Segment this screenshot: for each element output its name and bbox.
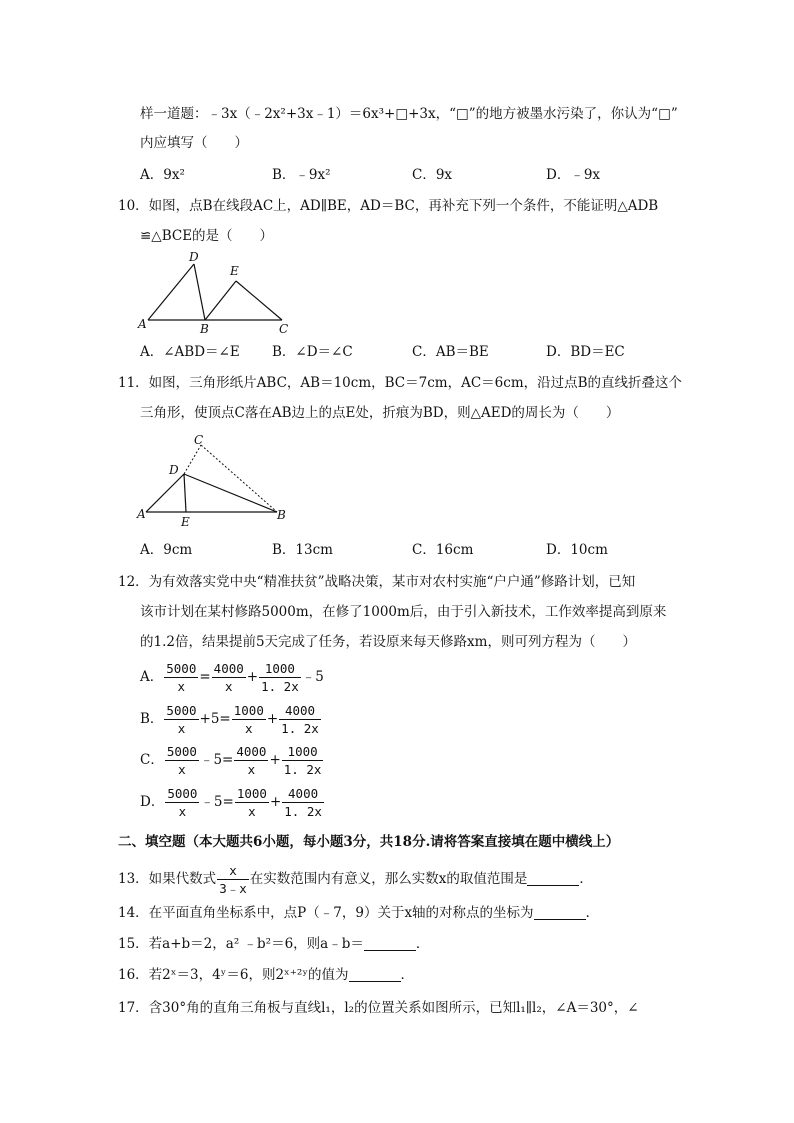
fraction	[282, 743, 324, 778]
denominator: x	[177, 679, 186, 694]
fraction	[164, 660, 198, 695]
q13-text-pre: 13．如果代数式	[118, 871, 217, 887]
q10-label-a: A	[138, 317, 147, 331]
q11-line2: 三角形，使顶点C落在AB边上的点E处，折痕为BD，则△AED的周长为（ ）	[140, 405, 620, 421]
q11-option-c: C．16cm	[412, 542, 474, 558]
q11-label-b: B	[277, 508, 286, 522]
q12-option-b	[140, 702, 322, 737]
fraction	[282, 785, 324, 820]
q9-option-b: B．﹣9x²	[272, 167, 331, 183]
numerator: x	[217, 862, 249, 880]
q15-end: ．	[415, 936, 430, 952]
numerator: 4000	[213, 661, 244, 676]
denominator: 1. 2x	[284, 804, 322, 819]
q14-text: 14．在平面直角坐标系中，点P（﹣7，9）关于x轴的对称点的坐标为	[118, 905, 534, 921]
denominator: 1. 2x	[261, 679, 299, 694]
q12-line2: 该市计划在某村修路5000m，在修了1000m后，由于引入新技术，工作效率提高到原来	[140, 604, 667, 620]
denominator: x	[178, 762, 186, 777]
numerator: 5000	[167, 786, 198, 801]
operator: +5=	[199, 711, 231, 727]
q10-line1: 10．如图，点B在线段AC上，AD∥BE，AD＝BC，再补充下列一个条件，不能证明△ADB	[118, 198, 659, 214]
answer-blank[interactable]	[534, 905, 586, 920]
q11-option-b: B．13cm	[272, 542, 333, 558]
option-label: A．	[140, 669, 164, 685]
option-label: D．	[140, 794, 165, 810]
q14-end: ．	[585, 905, 600, 921]
q11-option-a: A．9cm	[140, 542, 193, 558]
numerator: 1000	[236, 786, 267, 801]
q17-line1: 17．含30°角的直角三角板与直线l₁，l₂的位置关系如图所示，已知l₁∥l₂，∠A＝30°，∠	[118, 1000, 639, 1016]
denominator: 1. 2x	[283, 762, 322, 777]
denominator: 1. 2x	[281, 721, 319, 736]
q13-fraction	[217, 862, 249, 897]
operator: +	[246, 669, 259, 685]
numerator: 4000	[282, 785, 324, 803]
q15	[118, 934, 429, 954]
fraction	[165, 743, 199, 778]
q10-label-c: C	[279, 322, 289, 336]
q15-text: 15．若a+b＝2，a² ﹣b²＝6，则a﹣b＝	[118, 936, 364, 952]
numerator: 4000	[236, 744, 267, 759]
q10-figure	[134, 248, 304, 336]
operator: +	[269, 794, 282, 810]
q12-option-d	[140, 785, 325, 820]
fraction	[165, 785, 199, 820]
operator: +	[266, 711, 279, 727]
q9-option-d: D．﹣9x	[546, 167, 601, 183]
fraction	[232, 702, 266, 737]
numerator: 1000	[233, 703, 264, 718]
numerator: 5000	[166, 661, 197, 676]
q9-line1: 样一道题：﹣3x（﹣2x²+3x﹣1）＝6x³+□+3x，“□”的地方被墨水污染了，你认为“□”	[140, 106, 678, 122]
numerator: 4000	[279, 702, 321, 720]
denominator: x	[224, 679, 233, 694]
q11-label-a: A	[137, 507, 146, 521]
answer-blank[interactable]	[527, 871, 579, 886]
q11-label-e: E	[181, 515, 190, 529]
option-label: B．	[140, 711, 164, 727]
q13	[118, 862, 593, 897]
numerator: 5000	[166, 703, 197, 718]
fraction	[234, 743, 268, 778]
q14	[118, 903, 599, 923]
q12-option-c	[140, 743, 324, 778]
answer-blank[interactable]	[364, 936, 416, 951]
q16	[118, 965, 414, 985]
q9-option-a: A．9x²	[140, 167, 185, 183]
operator: +	[269, 752, 281, 768]
denominator: 3﹣x	[219, 881, 247, 896]
q12-option-a	[140, 660, 324, 695]
fraction	[259, 660, 301, 695]
q10-line2: ≌△BCE的是（ ）	[140, 228, 274, 244]
q16-text: 16．若2ˣ＝3，4ʸ＝6，则2ˣ⁺²ʸ的值为	[118, 967, 349, 983]
q12-line1: 12．为有效落实党中央“精准扶贫”战略决策，某市对农村实施“户户通”修路计划，已知	[118, 574, 636, 590]
fraction	[164, 702, 198, 737]
denominator: x	[245, 721, 253, 736]
tail-term: ﹣5	[301, 669, 324, 685]
q9-line2: 内应填写（ ）	[140, 135, 248, 151]
denominator: x	[178, 804, 187, 819]
q10-option-d: D．BD＝EC	[546, 344, 625, 360]
operator: ﹣5=	[199, 752, 234, 768]
fraction	[212, 660, 246, 695]
q12-line3: 的1.2倍，结果提前5天完成了任务，若设原来每天修路xm，则可列方程为（ ）	[140, 634, 636, 650]
q13-text-post: 在实数范围内有意义，那么实数x的取值范围是	[249, 871, 528, 887]
q11-line1: 11．如图，三角形纸片ABC，AB＝10cm，BC＝7cm，AC＝6cm，沿过点B的直线折叠这个	[118, 375, 683, 391]
q11-figure	[134, 430, 294, 530]
numerator: 5000	[166, 744, 197, 759]
q13-end: ．	[579, 871, 593, 887]
numerator: 1000	[282, 743, 324, 761]
section-heading-fill-blank: 二、填空题（本大题共6小题，每小题3分，共18分.请将答案直接填在题中横线上）	[118, 834, 620, 850]
q10-label-b: B	[200, 322, 209, 336]
q10-label-d: D	[189, 250, 199, 264]
fraction	[235, 785, 269, 820]
q11-option-d: D．10cm	[546, 542, 608, 558]
numerator: 1000	[259, 660, 301, 678]
option-label: C．	[140, 752, 164, 768]
operator: ﹣5=	[200, 794, 234, 810]
denominator: x	[177, 721, 186, 736]
operator: =	[199, 669, 211, 685]
q11-label-c: C	[194, 433, 204, 447]
q10-label-e: E	[230, 264, 239, 278]
denominator: x	[248, 804, 256, 819]
q10-option-a: A．∠ABD＝∠E	[140, 344, 240, 360]
fraction	[279, 702, 321, 737]
q16-end: ．	[400, 967, 415, 983]
q10-option-c: C．AB＝BE	[412, 344, 489, 360]
denominator: x	[247, 762, 256, 777]
q10-option-b: B．∠D＝∠C	[272, 344, 353, 360]
q9-option-c: C．9x	[412, 167, 453, 183]
answer-blank[interactable]	[349, 967, 401, 982]
q11-label-d: D	[169, 463, 179, 477]
